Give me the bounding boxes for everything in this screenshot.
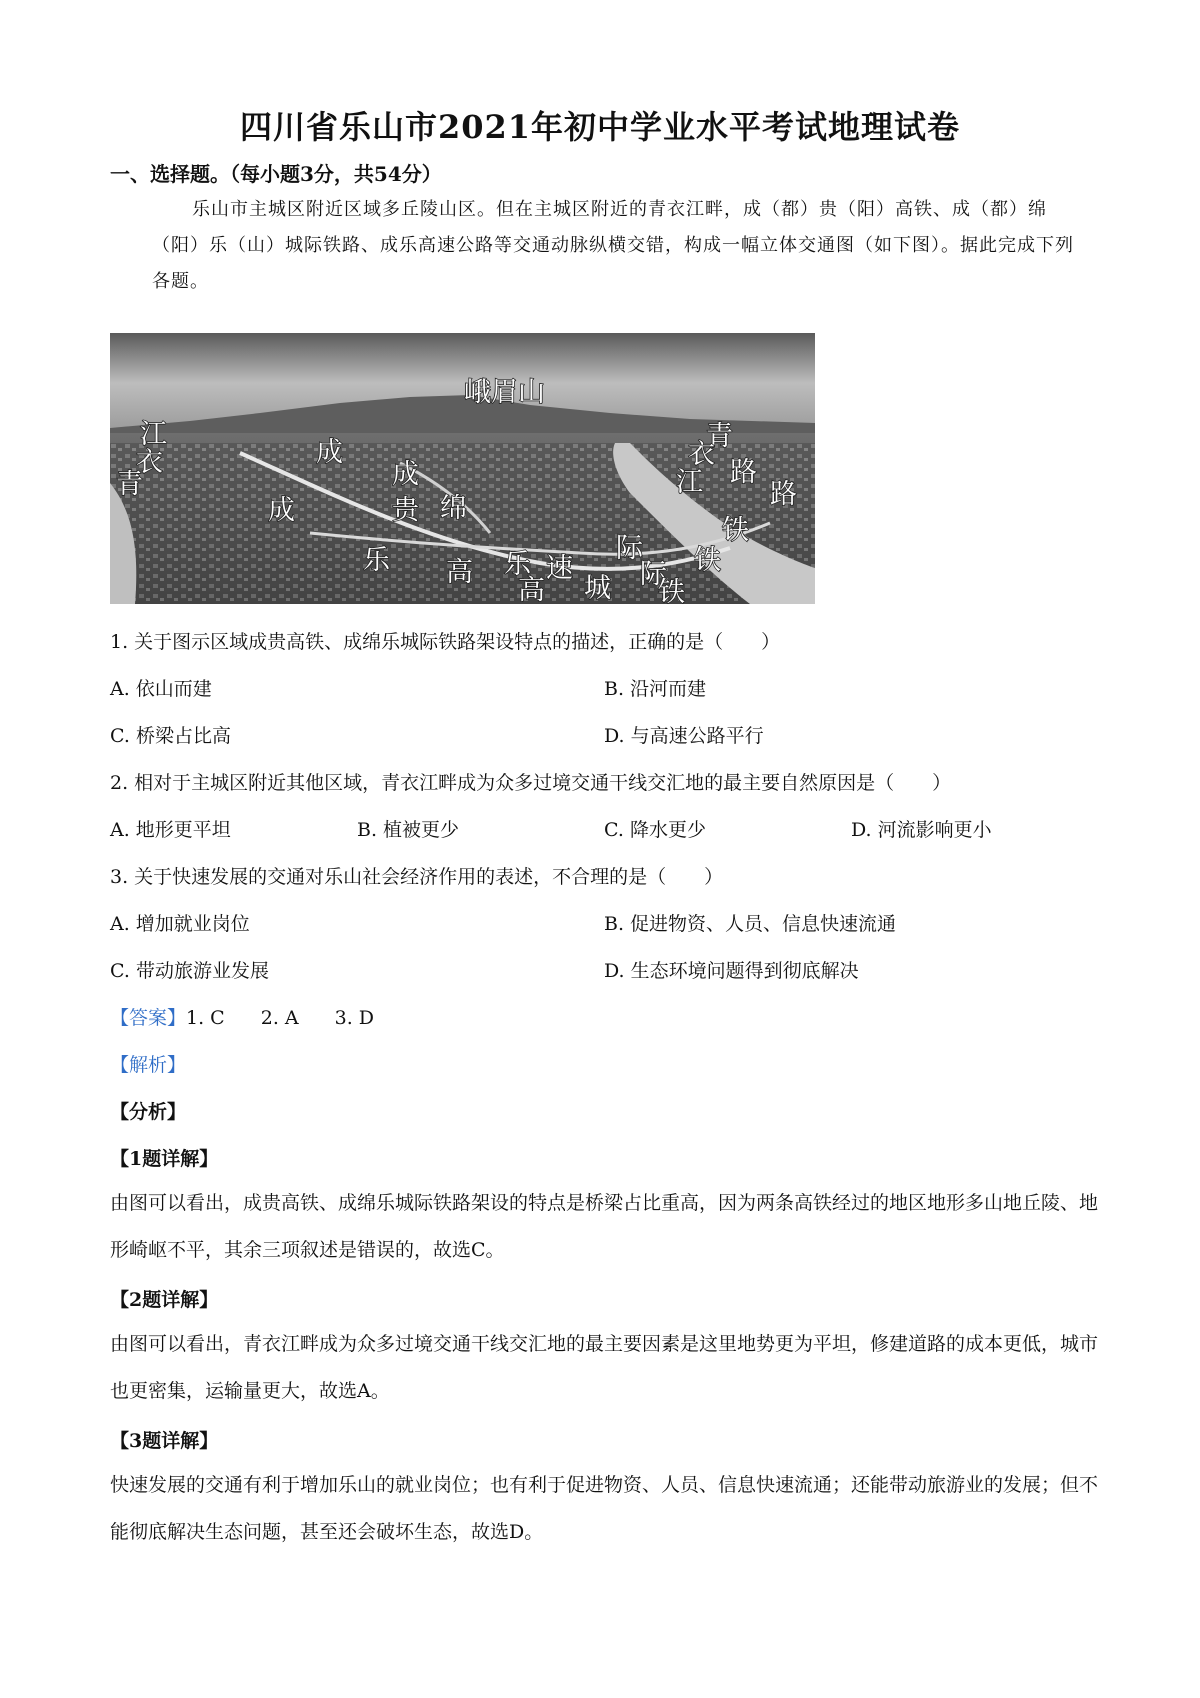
label-gao-2: 高 bbox=[518, 575, 545, 604]
question-1-option-a: A. 依山而建 bbox=[110, 678, 212, 700]
label-right-qing: 青 bbox=[706, 421, 733, 452]
label-le-2: 乐 bbox=[504, 549, 531, 580]
label-tie-3: 铁 bbox=[694, 545, 721, 576]
label-gao-1: 高 bbox=[446, 557, 473, 588]
detail-1-text: 由图可以看出，成贵高铁、成绵乐城际铁路架设的特点是桥梁占比重高，因为两条高铁经过的地区地形多山地丘陵、地形崎岖不平，其余三项叙述是错误的，故选C。 bbox=[110, 1192, 1099, 1261]
analysis-label: 【解析】 bbox=[110, 1054, 187, 1076]
question-2-option-a: A. 地形更平坦 bbox=[110, 819, 231, 841]
aerial-photo bbox=[110, 333, 815, 604]
detail-3-heading: 【3题详解】 bbox=[110, 1430, 219, 1452]
answer-label: 【答案】 bbox=[110, 1007, 187, 1029]
answer-2: 2. A bbox=[260, 1007, 299, 1029]
label-su: 速 bbox=[546, 553, 573, 584]
page-title: 四川省乐山市2021年初中学业水平考试地理试卷 bbox=[239, 108, 961, 146]
label-cheng-city: 城 bbox=[584, 573, 611, 604]
question-2-stem: 2. 相对于主城区附近其他区域，青衣江畔成为众多过境交通干线交汇地的最主要自然原因是（ ） bbox=[110, 772, 952, 794]
label-right-jiang: 江 bbox=[676, 467, 703, 498]
label-left-jiang: 江 bbox=[140, 419, 167, 450]
answer-1: 1. C bbox=[186, 1007, 225, 1029]
question-2-option-d: D. 河流影响更小 bbox=[851, 819, 992, 841]
label-ji-1: 际 bbox=[616, 533, 643, 564]
label-right-yi: 衣 bbox=[688, 439, 715, 470]
section-heading: 一、选择题。（每小题3分，共54分） bbox=[110, 162, 442, 186]
label-emei: 峨眉山 bbox=[464, 377, 545, 408]
question-2-option-b: B. 植被更少 bbox=[357, 819, 460, 841]
detail-1-heading: 【1题详解】 bbox=[110, 1148, 219, 1170]
question-3-stem: 3. 关于快速发展的交通对乐山社会经济作用的表述，不合理的是（ ） bbox=[110, 866, 724, 888]
label-mian: 绵 bbox=[440, 493, 467, 524]
label-lu-2: 路 bbox=[770, 479, 797, 510]
label-cheng-1: 成 bbox=[316, 437, 343, 468]
answer-line bbox=[110, 1003, 374, 1030]
detail-3-text: 快速发展的交通有利于增加乐山的就业岗位；也有利于促进物资、人员、信息快速流通；还能带动旅游业的发展；但不能彻底解决生态问题，甚至还会破坏生态，故选D。 bbox=[110, 1474, 1099, 1543]
question-1-option-c: C. 桥梁占比高 bbox=[110, 725, 231, 747]
label-cheng-2: 成 bbox=[268, 495, 295, 526]
question-3-option-d: D. 生态环境问题得到彻底解决 bbox=[604, 960, 859, 982]
label-le-1: 乐 bbox=[363, 545, 390, 576]
label-ji-2: 际 bbox=[640, 559, 667, 590]
label-gui: 贵 bbox=[392, 495, 419, 526]
label-left-yi: 衣 bbox=[136, 447, 163, 478]
detail-2-text: 由图可以看出，青衣江畔成为众多过境交通干线交汇地的最主要因素是这里地势更为平坦，修建道路的成本更低，城市也更密集，运输量更大，故选A。 bbox=[110, 1333, 1099, 1402]
question-1-option-b: B. 沿河而建 bbox=[604, 678, 707, 700]
answer-3: 3. D bbox=[334, 1007, 375, 1029]
question-2-option-c: C. 降水更少 bbox=[604, 819, 706, 841]
question-3-option-a: A. 增加就业岗位 bbox=[110, 913, 250, 935]
detail-2-heading: 【2题详解】 bbox=[110, 1289, 219, 1311]
label-left-qing: 青 bbox=[116, 469, 143, 500]
question-3-option-b: B. 促进物资、人员、信息快速流通 bbox=[604, 913, 897, 935]
label-cheng-3: 成 bbox=[392, 459, 419, 490]
label-lu-1: 路 bbox=[730, 457, 757, 488]
label-tie-1: 铁 bbox=[658, 577, 685, 604]
label-tie-2: 铁 bbox=[722, 515, 749, 546]
intro-paragraph: 乐山市主城区附近区域多丘陵山区。但在主城区附近的青衣江畔，成（都）贵（阳）高铁、成（都）绵（阳）乐（山）城际铁路、成乐高速公路等交通动脉纵横交错，构成一幅立体交通图（如下图）。据此完成下列各题。 bbox=[152, 199, 1074, 292]
fenxi-label: 【分析】 bbox=[110, 1101, 187, 1123]
question-1-option-d: D. 与高速公路平行 bbox=[604, 725, 764, 747]
question-3-option-c: C. 带动旅游业发展 bbox=[110, 960, 269, 982]
question-1-stem: 1. 关于图示区域成贵高铁、成绵乐城际铁路架设特点的描述，正确的是（ ） bbox=[110, 631, 781, 653]
